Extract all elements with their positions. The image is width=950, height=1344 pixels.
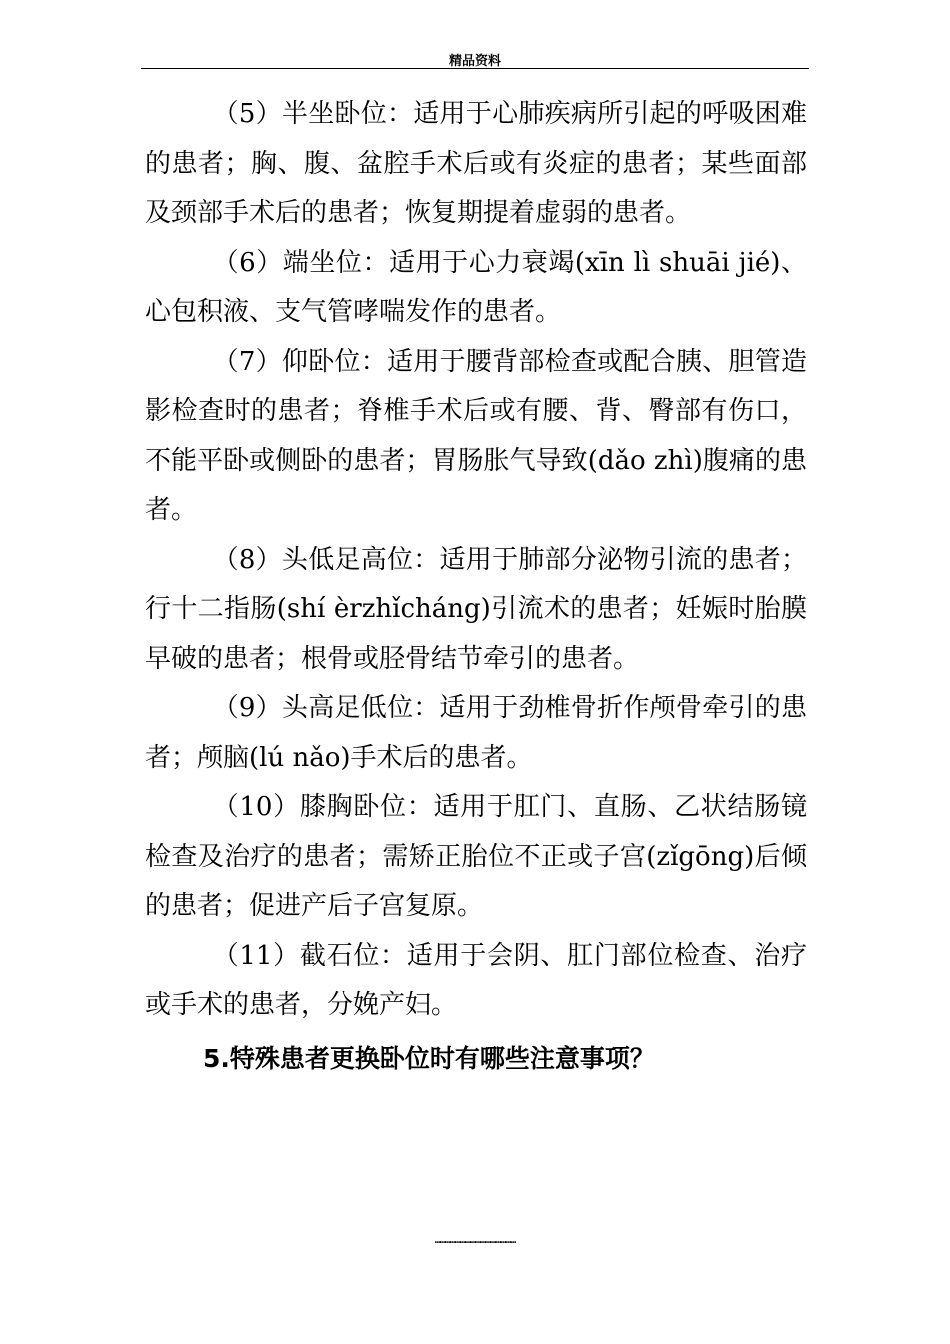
- paragraph-semi-fowler: （5）半坐卧位：适用于心肺疾病所引起的呼吸困难的患者；胸、腹、盆腔手术后或有炎症的患者；某些面部及颈部手术后的患者；恢复期提着虚弱的患者。: [145, 99, 807, 228]
- paragraph-knee-chest: （10）膝胸卧位：适用于肛门、直肠、乙状结肠镜检查及治疗的患者；需矫正胎位不正或子宫(zǐgōng)后倾的患者；促进产后子宫复原。: [145, 792, 807, 921]
- paragraph-trendelenburg: （8）头低足高位：适用于肺部分泌物引流的患者；行十二指肠(shí èrzhǐcháng)引流术的患者；妊娠时胎膜早破的患者；根骨或胫骨结节牵引的患者。: [145, 544, 807, 674]
- section-heading: 5.特殊患者更换卧位时有哪些注意事项？: [203, 1043, 655, 1073]
- header-rule: [141, 68, 809, 69]
- page-header-title: 精品资料: [448, 54, 501, 69]
- paragraph-reverse-trendelenburg: （9）头高足低位：适用于劲椎骨折作颅骨牵引的患者；颅脑(lú nǎo)手术后的患者。: [145, 693, 807, 773]
- document-body: [145, 90, 807, 1087]
- paragraph-lithotomy: （11）截石位：适用于会阴、肛门部位检查、治疗或手术的患者，分娩产妇。: [145, 940, 807, 1020]
- paragraph-sitting: （6）端坐位：适用于心力衰竭(xīn lì shuāi jié)、心包积液、支气管哮喘发作的患者。: [145, 247, 807, 327]
- footer-dots: …………………………………………: [434, 1235, 516, 1246]
- paragraph-supine: （7）仰卧位：适用于腰背部检查或配合胰、胆管造影检查时的患者；脊椎手术后或有腰、背、臀部有伤口，不能平卧或侧卧的患者；胃肠胀气导致(dǎo zhì)腹痛的患者。: [145, 346, 807, 525]
